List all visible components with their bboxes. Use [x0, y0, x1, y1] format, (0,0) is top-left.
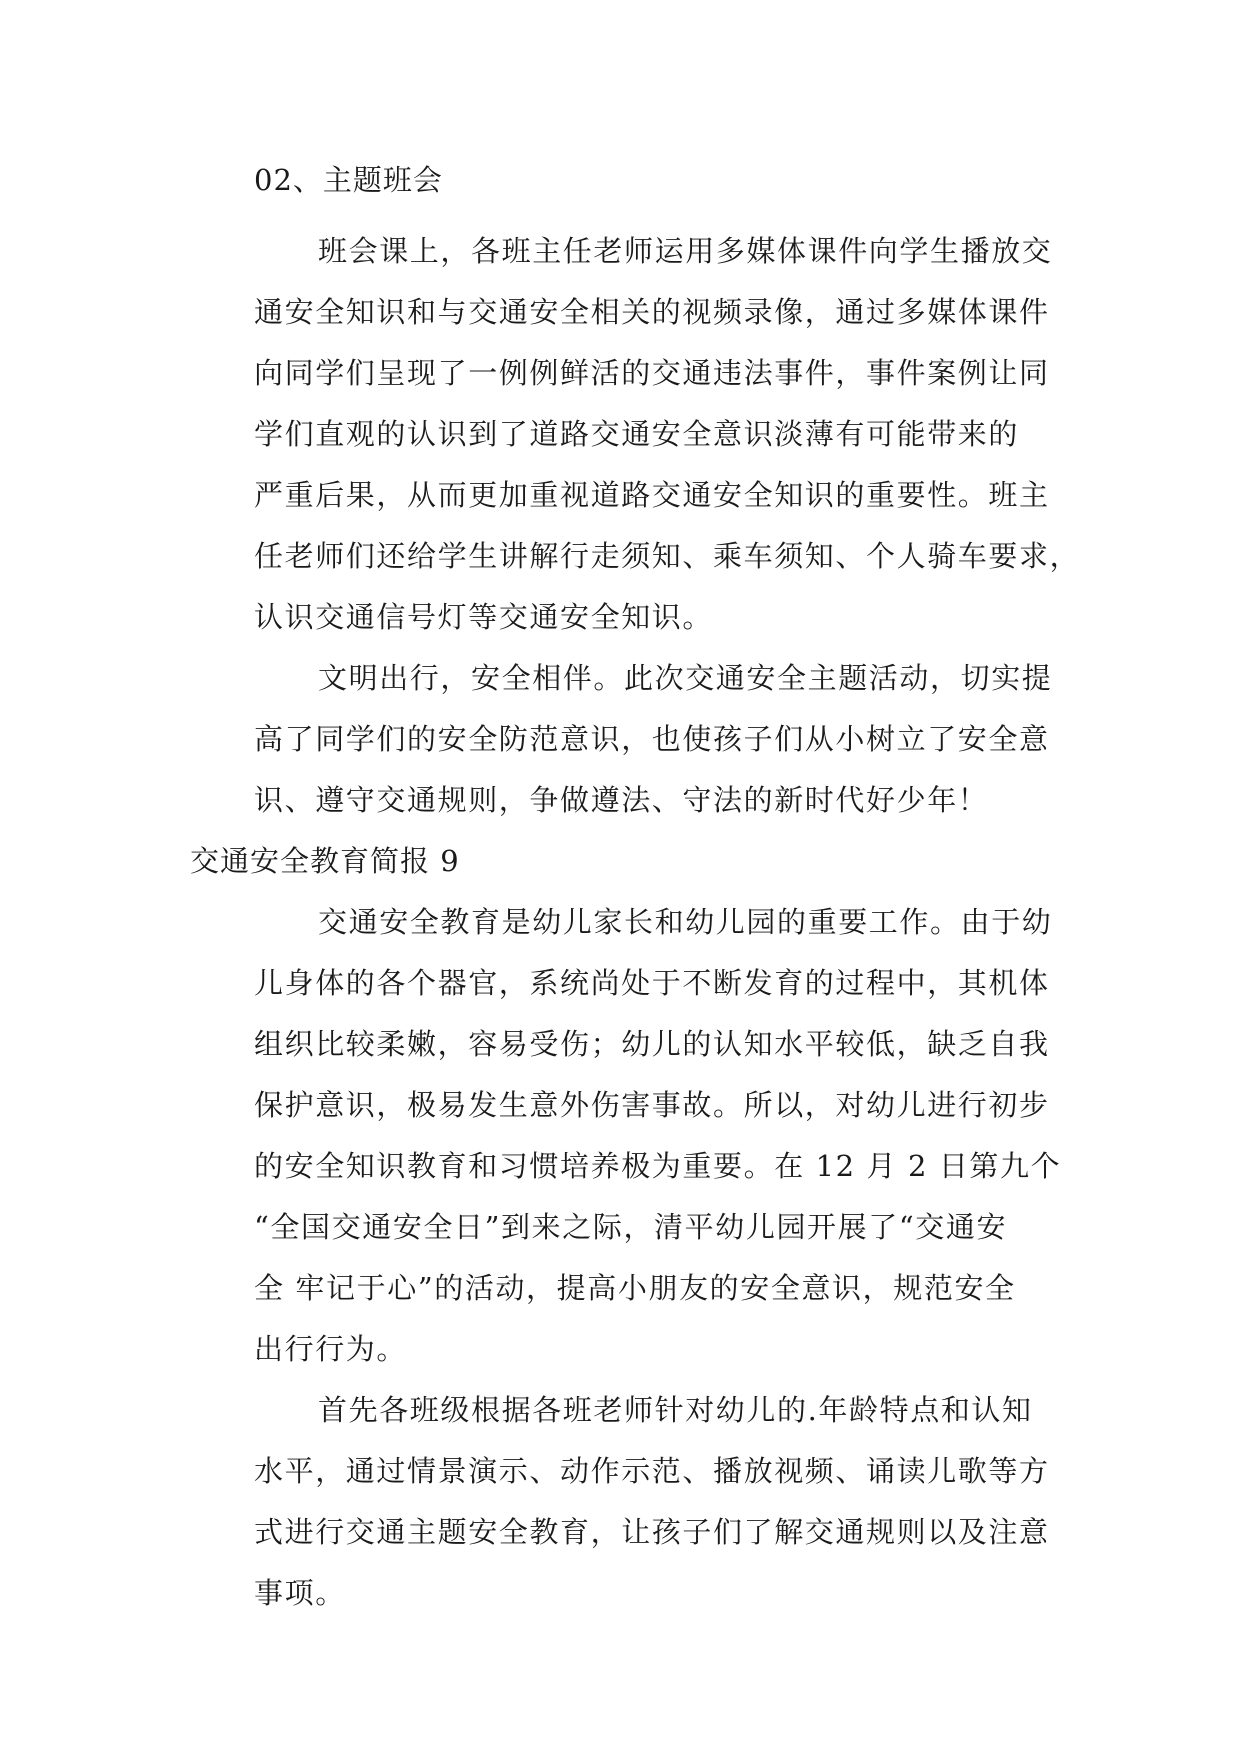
text-line: 识、遵守交通规则，争做遵法、守法的新时代好少年！ — [254, 783, 989, 817]
text-line: 儿身体的各个器官，系统尚处于不断发育的过程中，其机体 — [254, 966, 1050, 1000]
text-line: 式进行交通主题安全教育，让孩子们了解交通规则以及注意 — [254, 1515, 1050, 1549]
heading-class-meeting: 02、主题班会 — [254, 163, 443, 197]
text-line: 文明出行，安全相伴。此次交通安全主题活动，切实提 — [318, 661, 1053, 695]
text-line: 事项。 — [254, 1576, 346, 1610]
text-line: 高了同学们的安全防范意识，也使孩子们从小树立了安全意 — [254, 722, 1050, 756]
text-line: “全国交通安全日”到来之际，清平幼儿园开展了“交通安 — [254, 1210, 1008, 1244]
text-line: 向同学们呈现了一例例鲜活的交通违法事件，事件案例让同 — [254, 356, 1050, 390]
text-line: 交通安全教育是幼儿家长和幼儿园的重要工作。由于幼 — [318, 905, 1053, 939]
text-line: 学们直观的认识到了道路交通安全意识淡薄有可能带来的 — [254, 417, 1020, 451]
text-line: 保护意识，极易发生意外伤害事故。所以，对幼儿进行初步 — [254, 1088, 1050, 1122]
text-line: 组织比较柔嫩，容易受伤；幼儿的认知水平较低，缺乏自我 — [254, 1027, 1050, 1061]
text-line: 通安全知识和与交通安全相关的视频录像，通过多媒体课件 — [254, 295, 1050, 329]
text-line: 首先各班级根据各班老师针对幼儿的.年龄特点和认知 — [318, 1393, 1033, 1427]
text-line: 认识交通信号灯等交通安全知识。 — [254, 600, 714, 634]
paragraph-kindergarten-intro — [190, 892, 1062, 1380]
text-line: 班会课上，各班主任老师运用多媒体课件向学生播放交 — [318, 234, 1053, 268]
paragraph-civilized-travel — [190, 648, 1053, 831]
text-line: 出行行为。 — [254, 1332, 408, 1366]
text-line: 严重后果，从而更加重视道路交通安全知识的重要性。班主 — [254, 478, 1050, 512]
paragraph-class-activities — [190, 1380, 1050, 1624]
text-line: 水平，通过情景演示、动作示范、播放视频、诵读儿歌等方 — [254, 1454, 1050, 1488]
section-title-briefing-9: 交通安全教育简报 9 — [190, 844, 460, 878]
text-line: 全 牢记于心”的活动，提高小朋友的安全意识，规范安全 — [254, 1271, 1016, 1305]
document-page — [190, 160, 1081, 1624]
text-line: 任老师们还给学生讲解行走须知、乘车须知、个人骑车要求， — [254, 539, 1081, 573]
paragraph-class-meeting — [190, 221, 1081, 648]
text-line: 的安全知识教育和习惯培养极为重要。在 12 月 2 日第九个 — [254, 1149, 1062, 1183]
